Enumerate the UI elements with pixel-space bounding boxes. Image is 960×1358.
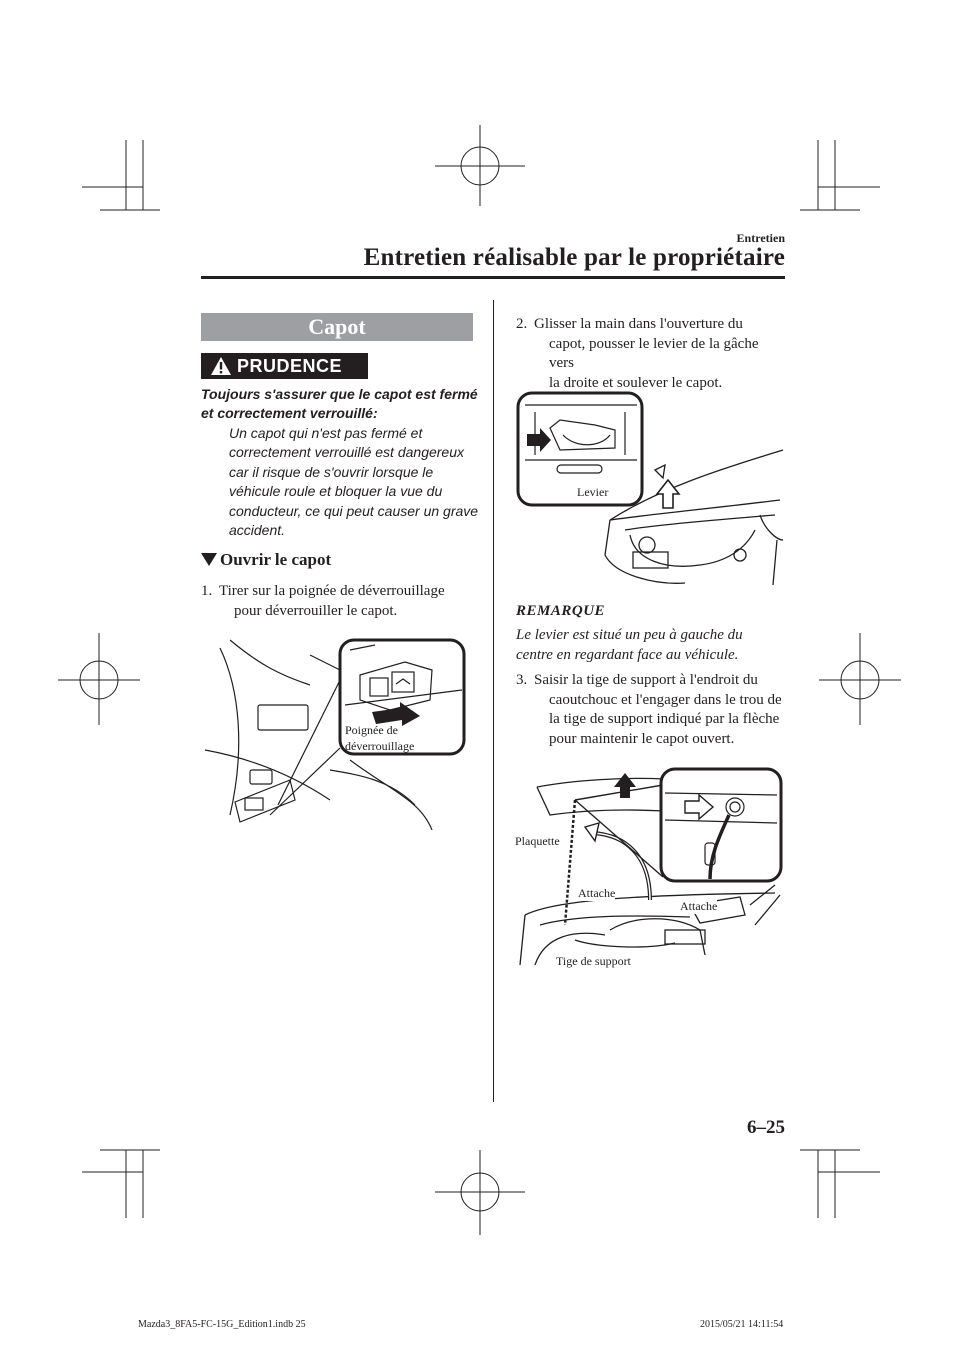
header-rule (201, 276, 785, 279)
step-3-line1: Saisir la tige de support à l'endroit du (534, 672, 758, 688)
step-3-line3: la tige de support indiqué par la flèche (549, 711, 780, 727)
step-1-line1: Tirer sur la poignée de déverrouillage (219, 583, 445, 599)
caution-badge (201, 353, 368, 379)
step-2-number: 2. (516, 316, 528, 332)
subsection-title (201, 550, 331, 570)
footer-timestamp: 2015/05/21 14:11:54 (700, 1319, 784, 1330)
step-2-line2: capot, pousser le levier de la gâche vers (549, 335, 759, 371)
footer-file: Mazda3_8FA5-FC-15G_Edition1.indb 25 (138, 1319, 306, 1330)
page-number: 6–25 (747, 1117, 785, 1138)
step-1-line2: pour déverrouiller le capot. (234, 602, 398, 619)
label-attache-1: Attache (578, 886, 616, 900)
figure-support-rod (515, 765, 785, 975)
step-3-line2: caoutchouc et l'engager dans le trou de (549, 691, 782, 708)
label-release-handle-2: déverrouillage (345, 739, 415, 753)
step-1-number: 1. (201, 583, 213, 599)
triangle-down-icon (201, 553, 217, 566)
label-support-rod: Tige de support (556, 954, 631, 968)
note-body: Le levier est situé un peu à gauche du centre en regardant face au véhicule. (516, 627, 743, 663)
label-plaquette: Plaquette (515, 834, 560, 848)
caution-label: PRUDENCE (237, 356, 343, 376)
step-3-line4: pour maintenir le capot ouvert. (549, 730, 735, 747)
label-attache-2: Attache (680, 899, 718, 913)
caution-bold-text: Toujours s'assurer que le capot est fermé et correctement verrouillé: (201, 386, 478, 421)
label-release-handle-1: Poignée de (345, 723, 398, 737)
header-title: Entretien réalisable par le propriétaire (363, 244, 785, 271)
header-section: Entretien (736, 231, 785, 245)
column-divider (493, 300, 494, 1102)
subsection-title-text: Ouvrir le capot (220, 550, 332, 569)
caution-body-text: Un capot qui n'est pas fermé et correctement verrouillé est dangereux car il risque de s'ouvrir lorsque le véhicule roule et bloquer la vue du conducteur, ce qui peut causer un grave accident. (229, 425, 479, 539)
step-3-number: 3. (516, 672, 528, 688)
step-1 (201, 582, 491, 621)
step-2 (516, 315, 786, 393)
figure-lever (515, 390, 785, 590)
step-2-line3: la droite et soulever le capot. (549, 374, 723, 391)
step-2-line1: Glisser la main dans l'ouverture du (534, 316, 743, 332)
note-heading: REMARQUE (516, 603, 606, 619)
label-lever: Levier (577, 485, 609, 499)
warning-triangle-icon (210, 356, 232, 376)
step-3 (516, 671, 786, 749)
section-title: Capot (201, 313, 473, 341)
